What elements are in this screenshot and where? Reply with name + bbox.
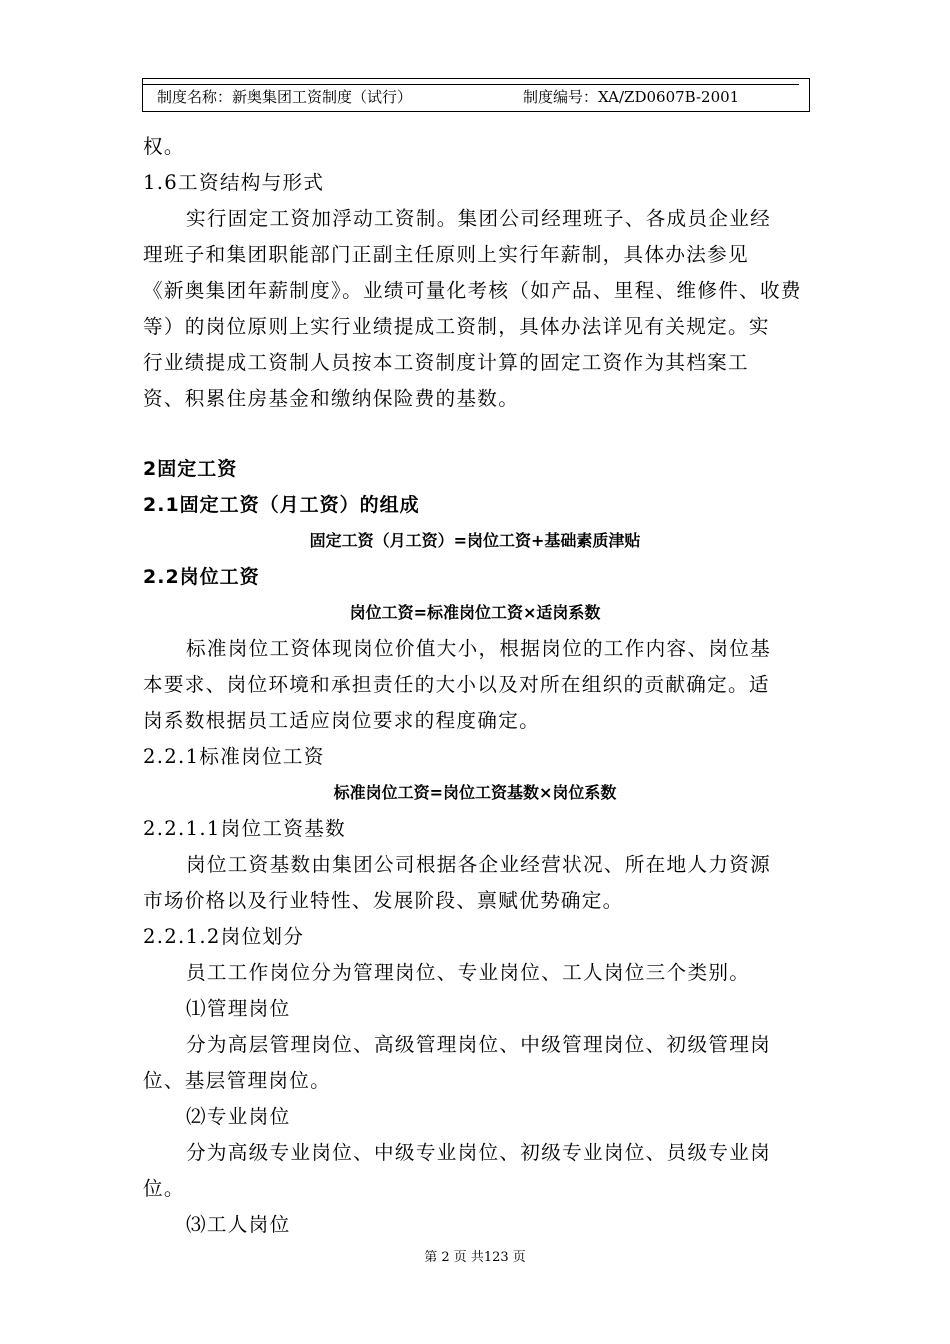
section-2-2-1-2-title: 2.2.1.2岗位划分 <box>143 925 305 948</box>
text-line: 理班子和集团职能部门正副主任原则上实行年薪制，具体办法参见 <box>143 243 749 266</box>
text-line: 位。 <box>143 1177 185 1200</box>
text-line: 等）的岗位原则上实行业绩提成工资制，具体办法详见有关规定。实 <box>143 315 770 338</box>
section-2-2-1-title: 2.2.1标准岗位工资 <box>143 745 325 768</box>
text-line: 标准岗位工资体现岗位价值大小，根据岗位的工作内容、岗位基 <box>186 637 772 660</box>
text-line: 岗位工资基数由集团公司根据各企业经营状况、所在地人力资源 <box>186 853 772 876</box>
heading-2: 2固定工资 <box>143 458 238 480</box>
document-header <box>142 78 810 112</box>
text-line: 资、积累住房基金和缴纳保险费的基数。 <box>143 387 520 410</box>
heading-2-1: 2.1固定工资（月工资）的组成 <box>143 494 420 516</box>
section-1-6-title: 1.6工资结构与形式 <box>143 171 325 194</box>
text-line: 市场价格以及行业特性、发展阶段、禀赋优势确定。 <box>143 889 624 912</box>
text-line: 位、基层管理岗位。 <box>143 1069 332 1092</box>
text-line: 员工工作岗位分为管理岗位、专业岗位、工人岗位三个类别。 <box>186 961 751 984</box>
formula-standard-wage: 标准岗位工资=岗位工资基数×岗位系数 <box>333 783 617 802</box>
text-line: 实行固定工资加浮动工资制。集团公司经理班子、各成员企业经 <box>186 207 772 230</box>
header-rule <box>143 84 799 85</box>
regulation-name: 制度名称：新奥集团工资制度（试行） <box>157 88 413 106</box>
regulation-code: 制度编号：XA/ZD0607B-2001 <box>523 88 740 106</box>
spacer <box>143 417 807 451</box>
text-line: 岗系数根据员工适应岗位要求的程度确定。 <box>143 709 540 732</box>
formula-position-wage: 岗位工资=标准岗位工资×适岗系数 <box>349 603 601 622</box>
section-2-2-1-1-title: 2.2.1.1岗位工资基数 <box>143 817 347 840</box>
text-line: 分为高层管理岗位、高级管理岗位、中级管理岗位、初级管理岗 <box>186 1033 772 1056</box>
document-body <box>143 129 807 1243</box>
text-line: 行业绩提成工资制人员按本工资制度计算的固定工资作为其档案工 <box>143 351 749 374</box>
page-number: 第 2 页 共123 页 <box>424 1250 526 1265</box>
list-item-professional: ⑵专业岗位 <box>186 1105 291 1128</box>
text-line: 本要求、岗位环境和承担责任的大小以及对所在组织的贡献确定。适 <box>143 673 770 696</box>
text-line: 权。 <box>143 135 185 158</box>
list-item-worker: ⑶工人岗位 <box>186 1213 291 1236</box>
text-line: 《新奥集团年薪制度》。业绩可量化考核（如产品、里程、维修件、收费 <box>143 279 802 302</box>
list-item-management: ⑴管理岗位 <box>186 997 291 1020</box>
formula-fixed-wage: 固定工资（月工资）=岗位工资+基础素质津贴 <box>309 531 641 550</box>
heading-2-2: 2.2岗位工资 <box>143 566 260 588</box>
text-line: 分为高级专业岗位、中级专业岗位、初级专业岗位、员级专业岗 <box>186 1141 772 1164</box>
